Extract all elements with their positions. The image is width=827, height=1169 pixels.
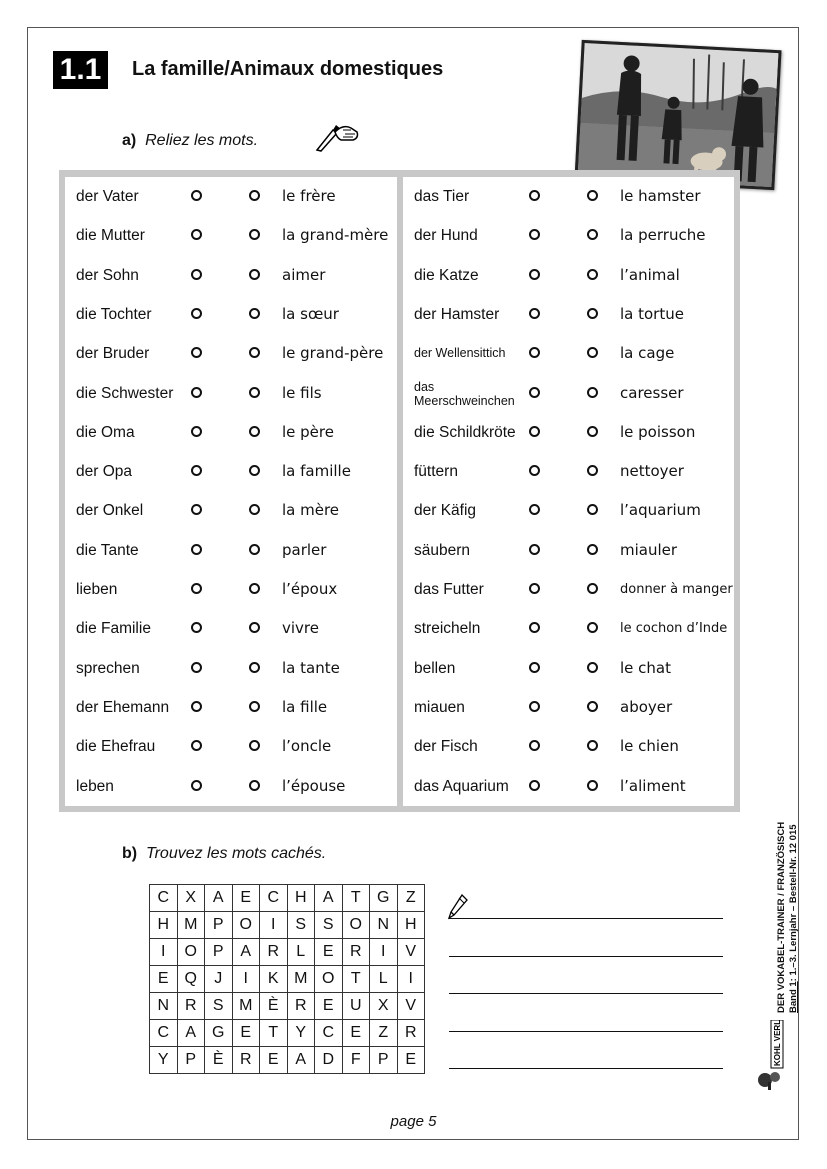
- match-circle-left[interactable]: [191, 190, 202, 201]
- grid-letter[interactable]: D: [315, 1047, 343, 1074]
- match-circle-left[interactable]: [191, 269, 202, 280]
- grid-letter[interactable]: A: [232, 939, 260, 966]
- match-circle-left[interactable]: [191, 387, 202, 398]
- german-word: säubern: [414, 541, 471, 559]
- match-circle-right[interactable]: [249, 701, 260, 712]
- matching-column-animals: [403, 177, 734, 806]
- match-circle-right[interactable]: [249, 622, 260, 633]
- german-word: die Tante: [76, 541, 139, 559]
- german-word: der Bruder: [76, 345, 150, 363]
- french-word: caresser: [620, 383, 684, 402]
- match-circle-right[interactable]: [249, 426, 260, 437]
- section-b-instruction: Trouvez les mots cachés.: [146, 845, 327, 862]
- match-circle-right[interactable]: [587, 544, 598, 555]
- grid-letter[interactable]: I: [150, 939, 178, 966]
- match-circle-right[interactable]: [249, 662, 260, 673]
- grid-letter[interactable]: R: [232, 1047, 260, 1074]
- german-word: der Hamster: [414, 305, 500, 323]
- match-circle-left[interactable]: [191, 347, 202, 358]
- french-word: le hamster: [620, 187, 701, 205]
- page-number: page 5: [390, 1113, 437, 1130]
- match-circle-right[interactable]: [587, 308, 598, 319]
- grid-letter[interactable]: T: [260, 1020, 288, 1047]
- french-word: l’aquarium: [620, 501, 701, 520]
- grid-letter[interactable]: E: [342, 1020, 370, 1047]
- match-circle-left[interactable]: [529, 387, 540, 398]
- grid-letter[interactable]: E: [232, 1020, 260, 1047]
- french-word: la perruche: [620, 226, 706, 245]
- match-circle-left[interactable]: [529, 426, 540, 437]
- grid-letter[interactable]: A: [205, 885, 233, 912]
- match-circle-right[interactable]: [587, 780, 598, 791]
- match-circle-right[interactable]: [249, 780, 260, 791]
- match-circle-right[interactable]: [249, 740, 260, 751]
- french-word: l’époux: [282, 580, 338, 598]
- grid-letter[interactable]: T: [342, 966, 370, 993]
- german-word: das Futter: [414, 581, 484, 598]
- match-circle-right[interactable]: [587, 190, 598, 201]
- grid-letter[interactable]: L: [370, 966, 398, 993]
- german-word: miauen: [414, 698, 465, 716]
- french-word: l’animal: [620, 265, 680, 284]
- grid-row: [150, 939, 425, 966]
- match-circle-right[interactable]: [249, 544, 260, 555]
- match-row: [65, 570, 397, 609]
- french-word: donner à manger: [620, 582, 733, 597]
- match-row: [403, 256, 734, 295]
- french-word: la cage: [620, 344, 675, 363]
- german-word: der Ehemann: [76, 698, 170, 716]
- grid-row: [150, 1047, 425, 1074]
- french-word: le père: [282, 422, 334, 441]
- grid-letter[interactable]: C: [150, 885, 178, 912]
- family-photo: [574, 40, 781, 190]
- french-word: nettoyer: [620, 462, 684, 481]
- grid-letter[interactable]: O: [177, 939, 205, 966]
- grid-letter[interactable]: X: [177, 885, 205, 912]
- match-circle-left[interactable]: [191, 780, 202, 791]
- match-circle-left[interactable]: [191, 701, 202, 712]
- grid-letter[interactable]: G: [370, 885, 398, 912]
- match-circle-left[interactable]: [529, 347, 540, 358]
- german-word: der Opa: [76, 463, 133, 481]
- match-row: [403, 374, 734, 413]
- grid-letter[interactable]: M: [177, 912, 205, 939]
- german-word: der Wellensittich: [414, 346, 506, 361]
- grid-letter[interactable]: H: [287, 885, 315, 912]
- match-circle-left[interactable]: [191, 504, 202, 515]
- match-circle-left[interactable]: [191, 308, 202, 319]
- match-circle-right[interactable]: [587, 347, 598, 358]
- french-word: le fils: [282, 383, 322, 402]
- match-circle-right[interactable]: [587, 269, 598, 280]
- match-circle-right[interactable]: [587, 387, 598, 398]
- grid-row: [150, 1020, 425, 1047]
- grid-letter[interactable]: C: [315, 1020, 343, 1047]
- grid-row: [150, 885, 425, 912]
- match-circle-left[interactable]: [529, 583, 540, 594]
- grid-letter[interactable]: A: [315, 885, 343, 912]
- french-word: le chat: [620, 658, 671, 677]
- match-row: [403, 413, 734, 452]
- match-row: [65, 413, 397, 452]
- match-row: [403, 727, 734, 766]
- grid-letter[interactable]: T: [342, 885, 370, 912]
- german-word: die Oma: [76, 423, 135, 441]
- page-title: La famille/Animaux domestiques: [132, 58, 444, 80]
- match-row: [65, 767, 397, 806]
- match-row: [65, 491, 397, 530]
- german-word: das Meerschweinchen: [414, 379, 515, 408]
- match-row: [403, 767, 734, 806]
- grid-letter[interactable]: R: [287, 993, 315, 1020]
- match-row: [65, 295, 397, 334]
- german-word: der Onkel: [76, 502, 144, 520]
- grid-letter[interactable]: E: [260, 1047, 288, 1074]
- french-word: le frère: [282, 187, 336, 205]
- grid-letter[interactable]: U: [342, 993, 370, 1020]
- match-row: [65, 256, 397, 295]
- french-word: aboyer: [620, 697, 673, 716]
- match-circle-left[interactable]: [529, 229, 540, 240]
- pencil-icon: [448, 894, 468, 925]
- grid-letter[interactable]: E: [397, 1047, 425, 1074]
- grid-letter[interactable]: N: [150, 993, 178, 1020]
- section-b-letter: b): [122, 845, 138, 862]
- german-word: der Sohn: [76, 266, 139, 284]
- match-circle-right[interactable]: [587, 426, 598, 437]
- match-circle-left[interactable]: [529, 662, 540, 673]
- match-row: [403, 295, 734, 334]
- grid-letter[interactable]: Z: [397, 885, 425, 912]
- german-word: die Familie: [76, 620, 151, 638]
- french-word: l’épouse: [282, 776, 346, 795]
- grid-letter[interactable]: A: [287, 1047, 315, 1074]
- french-word: miauler: [620, 540, 678, 559]
- match-circle-left[interactable]: [191, 583, 202, 594]
- french-word: le grand-père: [282, 344, 384, 363]
- grid-letter[interactable]: È: [205, 1047, 233, 1074]
- match-circle-right[interactable]: [587, 662, 598, 673]
- german-word: leben: [76, 777, 114, 795]
- grid-letter[interactable]: S: [205, 993, 233, 1020]
- match-circle-left[interactable]: [529, 701, 540, 712]
- grid-letter[interactable]: V: [397, 939, 425, 966]
- grid-row: [150, 993, 425, 1020]
- french-word: la famille: [282, 462, 351, 481]
- match-circle-left[interactable]: [529, 622, 540, 633]
- german-word: die Schildkröte: [414, 423, 516, 441]
- grid-letter[interactable]: O: [315, 966, 343, 993]
- grid-row: [150, 966, 425, 993]
- answer-line[interactable]: [449, 1031, 723, 1032]
- grid-letter[interactable]: I: [397, 966, 425, 993]
- french-word: la sœur: [282, 304, 339, 323]
- match-row: [65, 216, 397, 255]
- grid-letter[interactable]: Q: [177, 966, 205, 993]
- french-word: le poisson: [620, 422, 696, 441]
- match-circle-left[interactable]: [529, 544, 540, 555]
- match-circle-left[interactable]: [191, 465, 202, 476]
- publication-info: [776, 822, 799, 1013]
- match-row: [65, 177, 397, 216]
- order-info: : 1.–3. Lernjahr – Bestell-Nr. 12 015: [788, 824, 799, 982]
- french-word: la tante: [282, 658, 340, 677]
- grid-letter[interactable]: K: [260, 966, 288, 993]
- grid-letter[interactable]: È: [260, 993, 288, 1020]
- french-word: le cochon d’Inde: [620, 621, 728, 637]
- grid-letter[interactable]: N: [370, 912, 398, 939]
- french-word: aimer: [282, 265, 326, 284]
- match-row: [403, 491, 734, 530]
- match-circle-left[interactable]: [529, 269, 540, 280]
- grid-letter[interactable]: C: [260, 885, 288, 912]
- match-circle-left[interactable]: [529, 308, 540, 319]
- grid-letter[interactable]: E: [315, 993, 343, 1020]
- match-circle-right[interactable]: [249, 347, 260, 358]
- grid-letter[interactable]: J: [205, 966, 233, 993]
- match-circle-right[interactable]: [249, 269, 260, 280]
- grid-letter[interactable]: H: [397, 912, 425, 939]
- german-word: die Schwester: [76, 384, 174, 402]
- match-circle-right[interactable]: [587, 701, 598, 712]
- match-row: [403, 334, 734, 373]
- match-circle-left[interactable]: [191, 426, 202, 437]
- grid-letter[interactable]: E: [232, 885, 260, 912]
- match-circle-right[interactable]: [249, 504, 260, 515]
- section-b-heading: [122, 845, 326, 863]
- match-row: [403, 452, 734, 491]
- grid-letter[interactable]: M: [232, 993, 260, 1020]
- french-word: la fille: [282, 697, 328, 716]
- german-word: das Aquarium: [414, 777, 509, 795]
- grid-letter[interactable]: L: [287, 939, 315, 966]
- answer-line[interactable]: [449, 956, 723, 957]
- french-word: vivre: [282, 619, 319, 638]
- match-row: [65, 727, 397, 766]
- french-word: la tortue: [620, 304, 684, 323]
- match-circle-left[interactable]: [529, 504, 540, 515]
- match-circle-right[interactable]: [587, 229, 598, 240]
- grid-letter[interactable]: R: [397, 1020, 425, 1047]
- german-word: der Vater: [76, 188, 139, 205]
- match-circle-left[interactable]: [191, 229, 202, 240]
- match-circle-left[interactable]: [191, 544, 202, 555]
- grid-letter[interactable]: O: [342, 912, 370, 939]
- german-word: lieben: [76, 581, 118, 598]
- grid-letter[interactable]: O: [232, 912, 260, 939]
- grid-letter[interactable]: G: [205, 1020, 233, 1047]
- match-circle-right[interactable]: [249, 583, 260, 594]
- match-circle-right[interactable]: [249, 308, 260, 319]
- grid-letter[interactable]: P: [370, 1047, 398, 1074]
- grid-letter[interactable]: R: [342, 939, 370, 966]
- german-word: das Tier: [414, 188, 470, 205]
- match-row: [65, 334, 397, 373]
- match-circle-left[interactable]: [191, 740, 202, 751]
- grid-letter[interactable]: E: [315, 939, 343, 966]
- section-a-heading: [122, 132, 258, 150]
- match-row: [65, 609, 397, 648]
- match-row: [65, 452, 397, 491]
- answer-line[interactable]: [449, 993, 723, 994]
- grid-letter[interactable]: F: [342, 1047, 370, 1074]
- match-row: [65, 649, 397, 688]
- match-row: [403, 649, 734, 688]
- exercise-number-badge: 1.1: [53, 51, 108, 89]
- grid-letter[interactable]: I: [260, 912, 288, 939]
- german-word: sprechen: [76, 659, 140, 677]
- french-word: le chien: [620, 737, 679, 756]
- german-word: bellen: [414, 659, 456, 677]
- matching-table: [59, 170, 740, 812]
- grid-letter[interactable]: Z: [370, 1020, 398, 1047]
- grid-letter[interactable]: X: [370, 993, 398, 1020]
- match-circle-left[interactable]: [529, 740, 540, 751]
- match-circle-right[interactable]: [249, 229, 260, 240]
- german-word: die Mutter: [76, 227, 145, 245]
- german-word: füttern: [414, 463, 458, 481]
- match-row: [403, 177, 734, 216]
- french-word: l’aliment: [620, 776, 686, 795]
- match-circle-right[interactable]: [587, 622, 598, 633]
- match-row: [403, 688, 734, 727]
- grid-letter[interactable]: S: [287, 912, 315, 939]
- section-a-instruction: Reliez les mots.: [145, 132, 259, 149]
- match-circle-right[interactable]: [587, 504, 598, 515]
- match-circle-right[interactable]: [249, 387, 260, 398]
- publisher-logo: [753, 1020, 787, 1092]
- german-word: die Ehefrau: [76, 738, 156, 756]
- grid-letter[interactable]: Y: [150, 1047, 178, 1074]
- writing-hand-icon: [315, 118, 361, 157]
- match-row: [65, 688, 397, 727]
- match-row: [403, 570, 734, 609]
- grid-letter[interactable]: M: [287, 966, 315, 993]
- match-row: [65, 531, 397, 570]
- band-label: Band 1: [788, 981, 799, 1013]
- grid-letter[interactable]: A: [177, 1020, 205, 1047]
- answer-line[interactable]: [449, 1068, 723, 1069]
- matching-column-family: [65, 177, 397, 806]
- match-row: [403, 609, 734, 648]
- match-circle-left[interactable]: [529, 780, 540, 791]
- match-circle-right[interactable]: [587, 465, 598, 476]
- german-word: der Käfig: [414, 502, 477, 520]
- grid-letter[interactable]: H: [150, 912, 178, 939]
- match-circle-right[interactable]: [249, 465, 260, 476]
- german-word: der Fisch: [414, 738, 478, 756]
- match-circle-right[interactable]: [587, 740, 598, 751]
- french-word: parler: [282, 540, 327, 559]
- grid-letter[interactable]: P: [177, 1047, 205, 1074]
- grid-letter[interactable]: V: [397, 993, 425, 1020]
- match-row: [403, 216, 734, 255]
- grid-letter[interactable]: S: [315, 912, 343, 939]
- series-title: DER VOKABEL-TRAINER / FRANZÖSISCH: [776, 821, 787, 1013]
- grid-row: [150, 912, 425, 939]
- svg-text:KOHL VERLAG: KOHL VERLAG: [773, 1020, 782, 1066]
- match-circle-left[interactable]: [529, 190, 540, 201]
- french-word: l’oncle: [282, 737, 332, 756]
- french-word: la mère: [282, 501, 340, 520]
- german-word: die Katze: [414, 266, 479, 284]
- match-row: [403, 531, 734, 570]
- match-circle-left[interactable]: [191, 622, 202, 633]
- section-a-letter: a): [122, 132, 137, 149]
- match-row: [65, 374, 397, 413]
- grid-letter[interactable]: I: [370, 939, 398, 966]
- grid-letter[interactable]: C: [150, 1020, 178, 1047]
- grid-letter[interactable]: P: [205, 912, 233, 939]
- word-search-grid: [149, 884, 425, 1074]
- grid-letter[interactable]: P: [205, 939, 233, 966]
- grid-letter[interactable]: E: [150, 966, 178, 993]
- match-circle-right[interactable]: [249, 190, 260, 201]
- match-circle-left[interactable]: [529, 465, 540, 476]
- answer-line[interactable]: [449, 918, 723, 919]
- grid-letter[interactable]: Y: [287, 1020, 315, 1047]
- french-word: la grand-mère: [282, 226, 389, 245]
- german-word: streicheln: [414, 620, 481, 638]
- match-circle-right[interactable]: [587, 583, 598, 594]
- match-circle-left[interactable]: [191, 662, 202, 673]
- grid-letter[interactable]: R: [260, 939, 288, 966]
- grid-letter[interactable]: I: [232, 966, 260, 993]
- german-word: der Hund: [414, 227, 478, 245]
- german-word: die Tochter: [76, 305, 152, 323]
- grid-letter[interactable]: R: [177, 993, 205, 1020]
